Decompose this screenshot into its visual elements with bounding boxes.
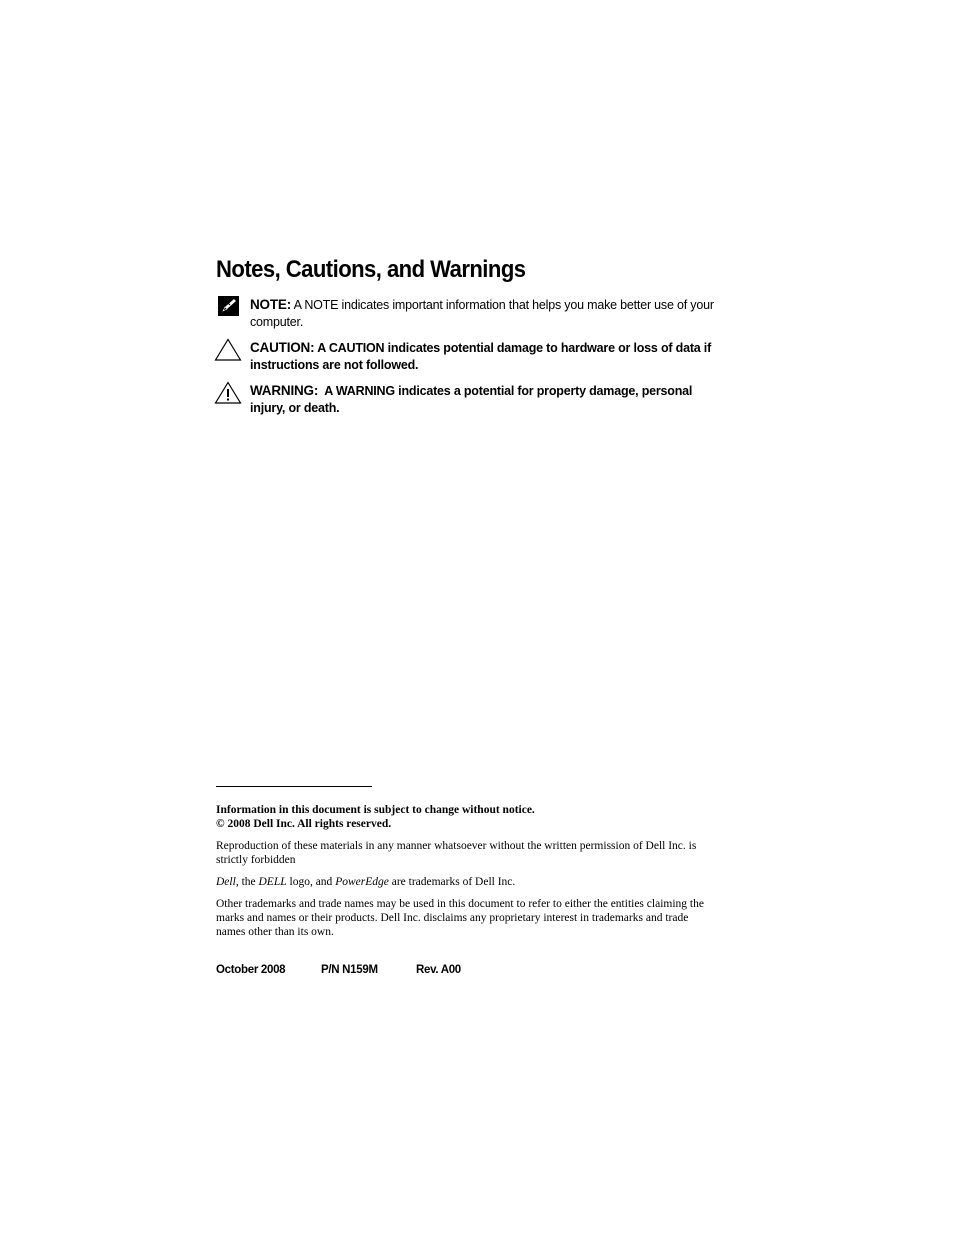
trademark-sep-2: logo, and xyxy=(286,876,336,888)
note-label: NOTE: xyxy=(250,297,291,312)
footer-part-number: P/N N159M xyxy=(321,964,378,976)
trademark-notice xyxy=(216,875,716,889)
page-heading: Notes, Cautions, and Warnings xyxy=(216,256,526,283)
change-notice-line: Information in this document is subject to change without notice. xyxy=(216,804,535,816)
trademark-sep-1: , the xyxy=(235,876,259,888)
reproduction-notice: Reproduction of these materials in any manner whatsoever without the written permission of Dell Inc. is strictly forbidden xyxy=(216,840,697,866)
change-notice xyxy=(216,803,716,831)
caution-text: A CAUTION indicates potential damage to hardware or loss of data if instructions are not followed. xyxy=(250,341,712,372)
footnote-divider xyxy=(216,786,372,787)
trademark-tail: are trademarks of Dell Inc. xyxy=(388,876,516,888)
note-text: A NOTE indicates important information that helps you make better use of your computer. xyxy=(250,298,714,329)
warning-label: WARNING: xyxy=(250,383,319,398)
other-trademarks-notice: Other trademarks and trade names may be used in this document to refer to either the entities claiming the marks and names or their products. Dell Inc. disclaims any proprietary interest in trademarks and trade names other than its own. xyxy=(216,898,704,938)
caution-triangle-icon xyxy=(213,338,243,362)
warning-exclamation-triangle-icon xyxy=(213,381,243,405)
footer-date: October 2008 xyxy=(216,964,286,976)
trademark-dell-logo: DELL xyxy=(258,876,287,888)
trademark-poweredge: PowerEdge xyxy=(335,876,389,888)
caution-label: CAUTION: xyxy=(250,340,315,355)
note-pencil-icon xyxy=(213,295,243,319)
footer-revision: Rev. A00 xyxy=(416,964,461,976)
copyright-line: © 2008 Dell Inc. All rights reserved. xyxy=(216,818,392,830)
trademark-dell: Dell xyxy=(216,876,236,888)
warning-text: A WARNING indicates a potential for property damage, personal injury, or death. xyxy=(250,384,693,415)
